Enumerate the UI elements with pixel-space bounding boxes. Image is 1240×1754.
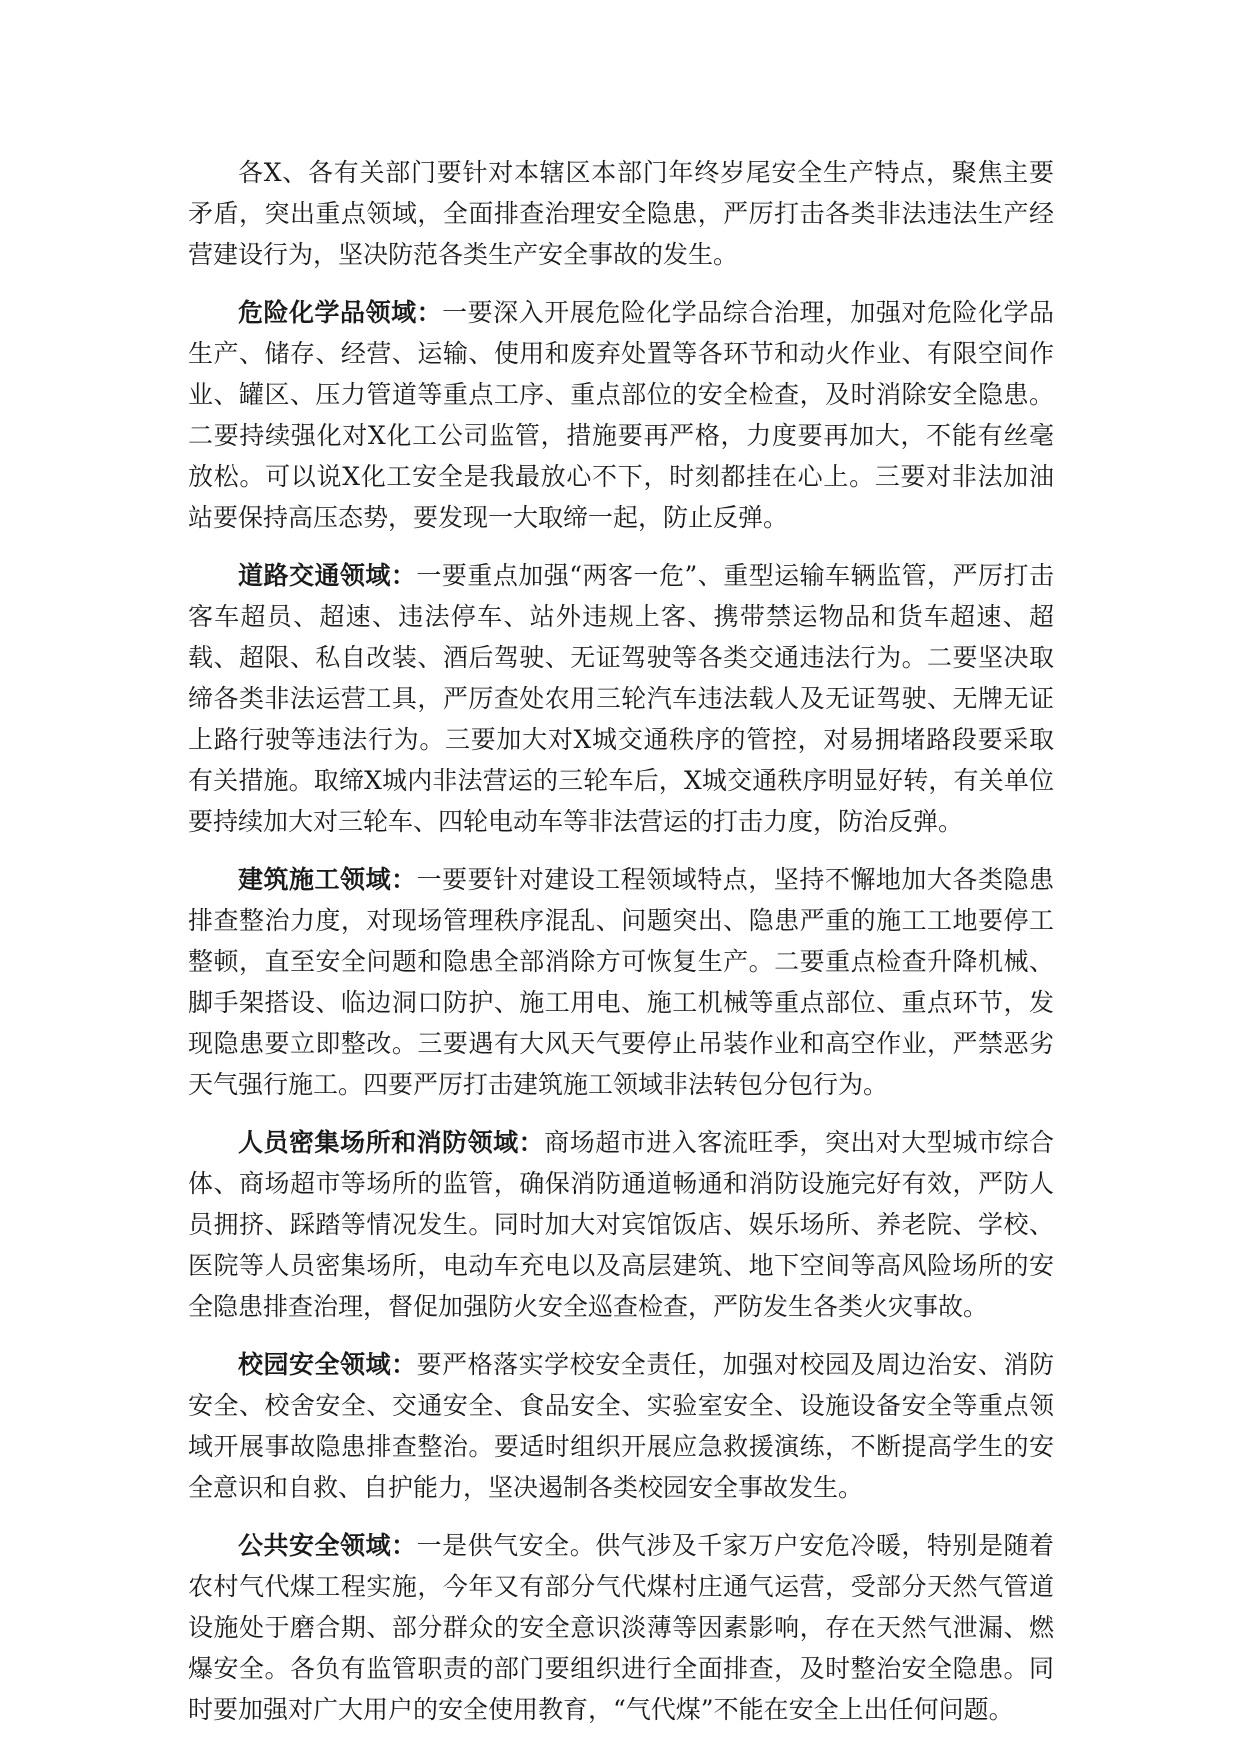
document-body	[188, 152, 1054, 1747]
campus-safety-heading: 校园安全领域：	[238, 1350, 417, 1379]
hazardous-chemicals-heading: 危险化学品领域：	[238, 298, 443, 327]
hazardous-chemicals-paragraph	[188, 292, 1054, 538]
crowded-places-text: 商场超市进入客流旺季，突出对大型城市综合体、商场超市等场所的监管，确保消防通道畅通和消防设施完好有效，严防人员拥挤、踩踏等情况发生。同时加大对宾馆饭店、娱乐场所、养老院、学校、医院等人员密集场所，电动车充电以及高层建筑、地下空间等高风险场所的安全隐患排查治理，督促加强防火安全巡查检查，严防发生各类火灾事故。	[188, 1128, 1054, 1321]
public-safety-paragraph	[188, 1525, 1054, 1730]
construction-text: 一要要针对建设工程领域特点，坚持不懈地加大各类隐患排查整治力度，对现场管理秩序混乱、问题突出、隐患严重的施工工地要停工整顿，直至安全问题和隐患全部消除方可恢复生产。二要重点检查升降机械、脚手架搭设、临边洞口防护、施工用电、施工机械等重点部位、重点环节，发现隐患要立即整改。三要遇有大风天气要停止吊装作业和高空作业，严禁恶劣天气强行施工。四要严厉打击建筑施工领域非法转包分包行为。	[188, 865, 1054, 1099]
crowded-places-heading: 人员密集场所和消防领域：	[238, 1128, 545, 1157]
campus-safety-text: 要严格落实学校安全责任，加强对校园及周边治安、消防安全、校舍安全、交通安全、食品安全、实验室安全、设施设备安全等重点领域开展事故隐患排查整治。要适时组织开展应急救援演练，不断提高学生的安全意识和自救、自护能力，坚决遏制各类校园安全事故发生。	[188, 1350, 1054, 1502]
public-safety-heading: 公共安全领域：	[238, 1531, 417, 1560]
road-traffic-text: 一要重点加强“两客一危”、重型运输车辆监管，严厉打击客车超员、超速、违法停车、站外违规上客、携带禁运物品和货车超速、超载、超限、私自改装、酒后驾驶、无证驾驶等各类交通违法行为。二要坚决取缔各类非法运营工具，严厉查处农用三轮汽车违法载人及无证驾驶、无牌无证上路行驶等违法行为。三要加大对X城交通秩序的管控，对易拥堵路段要采取有关措施。取缔X城内非法营运的三轮车后，X城交通秩序明显好转，有关单位要持续加大对三轮车、四轮电动车等非法营运的打击力度，防治反弹。	[188, 561, 1054, 836]
campus-safety-paragraph	[188, 1344, 1054, 1508]
construction-heading: 建筑施工领域：	[238, 865, 417, 894]
public-safety-text: 一是供气安全。供气涉及千家万户安危冷暖，特别是随着农村气代煤工程实施，今年又有部分气代煤村庄通气运营，受部分天然气管道设施处于磨合期、部分群众的安全意识淡薄等因素影响，存在天然气泄漏、燃爆安全。各负有监管职责的部门要组织进行全面排查，及时整治安全隐患。同时要加强对广大用户的安全使用教育，“气代煤”不能在安全上出任何问题。	[188, 1531, 1054, 1724]
crowded-places-paragraph	[188, 1122, 1054, 1327]
intro-text: 各X、各有关部门要针对本辖区本部门年终岁尾安全生产特点，聚焦主要矛盾，突出重点领域，全面排查治理安全隐患，严厉打击各类非法违法生产经营建设行为，坚决防范各类生产安全事故的发生。	[188, 158, 1054, 269]
construction-paragraph	[188, 859, 1054, 1105]
road-traffic-heading: 道路交通领域：	[238, 561, 417, 590]
road-traffic-paragraph	[188, 555, 1054, 842]
intro-paragraph	[188, 152, 1054, 275]
hazardous-chemicals-text: 一要深入开展危险化学品综合治理，加强对危险化学品生产、储存、经营、运输、使用和废弃处置等各环节和动火作业、有限空间作业、罐区、压力管道等重点工序、重点部位的安全检查，及时消除安全隐患。二要持续强化对X化工公司监管，措施要再严格，力度要再加大，不能有丝毫放松。可以说X化工安全是我最放心不下，时刻都挂在心上。三要对非法加油站要保持高压态势，要发现一大取缔一起，防止反弹。	[188, 298, 1054, 532]
